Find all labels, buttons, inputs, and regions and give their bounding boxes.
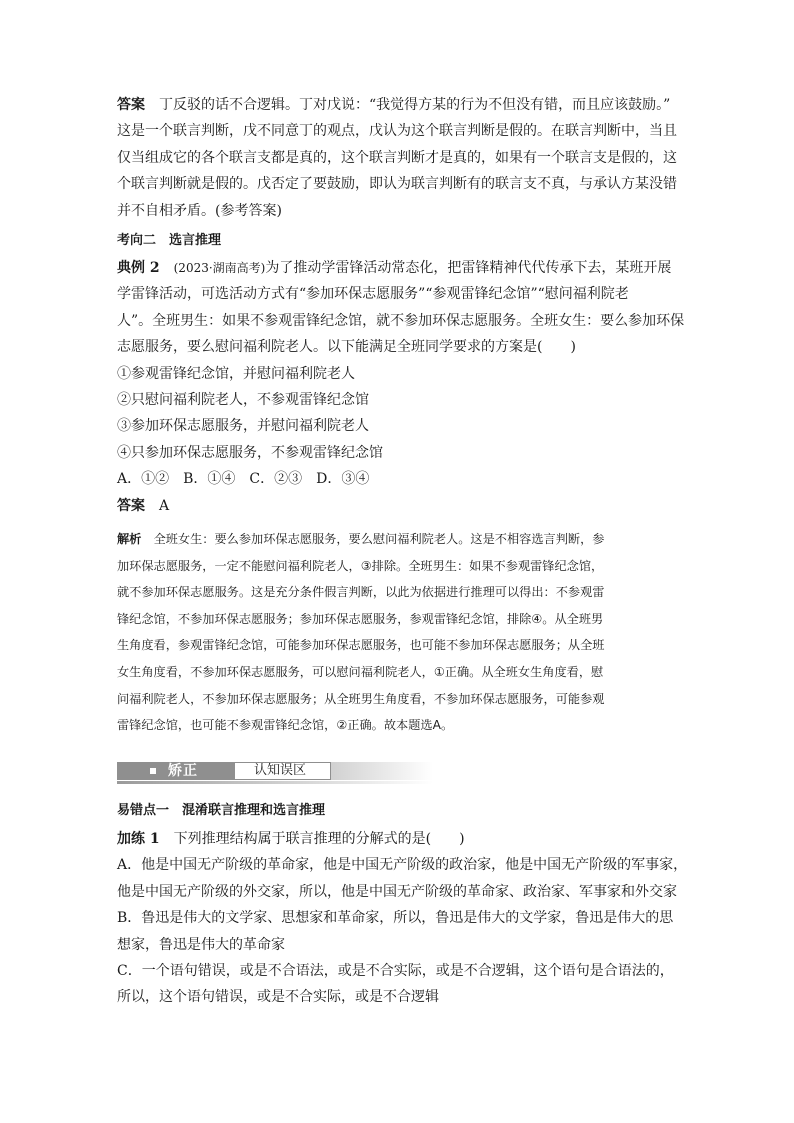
banner-light-label: 认知误区 (254, 763, 307, 778)
analysis-line: 生角度看，参观雷锋纪念馆，可能参加环保志愿服务，也可能不参加环保志愿服务；从全班 (117, 638, 605, 653)
banner-underline (117, 781, 433, 784)
analysis-label: 解析 (117, 532, 142, 546)
answer-text: 丁反驳的话不合逻辑。丁对戊说：“我觉得方某的行为不但没有错，而且应该鼓励。” (159, 97, 671, 113)
example-answer-label: 答案 (117, 497, 145, 514)
option-line: C．一个语句错误，或是不合语法，或是不合实际，或是不合逻辑，这个语句是合语法的， (117, 962, 674, 979)
analysis-line (117, 526, 677, 553)
section-heading (117, 228, 677, 254)
exercise-question-text: 下列推理结构属于联言推理的分解式的是( ) (173, 831, 465, 847)
option-line: 所以，这个语句错误，或是不合实际，或是不合逻辑 (117, 989, 439, 1006)
choices-line: A．①② B．①④ C．②③ D．③④ (117, 471, 370, 488)
analysis-line: 雷锋纪念馆，也可能不参观雷锋纪念馆，②正确。故本题选A。 (117, 718, 454, 733)
banner-dark-label: 矫正 (168, 763, 198, 779)
answer-line: 仅当组成它的各个联言支都是真的，这个联言判断才是真的，如果有一个联言支是假的，这 (117, 149, 677, 166)
banner-light-tab (234, 762, 331, 780)
option-line: A．他是中国无产阶级的革命家，他是中国无产阶级的政治家，他是中国无产阶级的军事家， (117, 857, 688, 874)
analysis-line: 锋纪念馆，不参加环保志愿服务；参加环保志愿服务，参观雷锋纪念馆，排除④。从全班男 (117, 611, 604, 626)
banner-dark-tab (117, 762, 234, 780)
analysis-line: 加环保志愿服务，一定不能慰问福利院老人，③排除。全班男生：如果不参观雷锋纪念馆， (117, 558, 604, 573)
analysis-block (117, 526, 677, 739)
example-line: 志愿服务，要么慰问福利院老人。以下能满足全班同学要求的方案是( ) (117, 339, 576, 356)
exercise-question (117, 826, 677, 852)
example-line (117, 255, 677, 281)
answer-label: 答案 (117, 97, 145, 113)
analysis-text: 全班女生：要么参加环保志愿服务，要么慰问福利院老人。这是不相容选言判断，参 (153, 532, 605, 546)
statement-item: ③参加环保志愿服务，并慰问福利院老人 (117, 418, 369, 435)
answer-line: 这是一个联言判断，戊不同意丁的观点，戊认为这个联言判断是假的。在联言判断中，当且 (117, 123, 677, 140)
example-answer-value: A (159, 497, 170, 514)
example-label: 典例 2 (117, 260, 160, 276)
example-text: 为了推动学雷锋活动常态化，把雷锋精神代代传承下去，某班开展 (265, 260, 672, 276)
analysis-line: 就不参加环保志愿服务。这是充分条件假言判断，以此为依据进行推理可以得出：不参观雷 (117, 585, 605, 600)
section-banner (117, 759, 433, 785)
answer-line: 个联言判断就是假的。戊否定了要鼓励，即认为联言判断有的联言支不真，与承认方某没错 (117, 176, 677, 193)
analysis-line: 问福利院老人，不参加环保志愿服务；从全班男生角度看，不参加环保志愿服务，可能参观 (117, 691, 605, 706)
answer-line: 并不自相矛盾。(参考答案) (117, 202, 282, 219)
option-line: B．鲁迅是伟大的文学家、思想家和革命家，所以，鲁迅是伟大的文学家，鲁迅是伟大的思 (117, 910, 674, 927)
example-source: (2023·湖南高考) (173, 261, 266, 275)
answer-line (117, 92, 677, 118)
banner-fade (329, 762, 433, 780)
square-bullet-icon (150, 768, 156, 774)
example-line: 学雷锋活动，可选活动方式有“参加环保志愿服务”“参观雷锋纪念馆”“慰问福利院老 (117, 286, 629, 303)
option-line: 想家，鲁迅是伟大的革命家 (117, 936, 285, 953)
answer-block (117, 92, 677, 224)
example-block (117, 255, 685, 519)
option-line: 他是中国无产阶级的外交家，所以，他是中国无产阶级的革命家、政治家、军事家和外交家 (117, 883, 677, 900)
statement-item: ②只慰问福利院老人，不参观雷锋纪念馆 (117, 391, 369, 408)
example-line: 人”。全班男生：如果不参观雷锋纪念馆，就不参加环保志愿服务。全班女生：要么参加环保 (117, 312, 685, 329)
exercise-block (117, 826, 688, 1011)
error-point-heading (117, 798, 677, 824)
analysis-line: 女生角度看，不参加环保志愿服务，可以慰问福利院老人，①正确。从全班女生角度看，慰 (117, 664, 604, 679)
example-answer (117, 493, 677, 519)
section-heading-text: 考向二 选言推理 (117, 233, 222, 248)
statement-item: ①参观雷锋纪念馆，并慰问福利院老人 (117, 365, 355, 382)
exercise-label: 加练 1 (117, 831, 160, 847)
error-point-heading-text: 易错点一 混淆联言推理和选言推理 (117, 803, 326, 818)
statement-item: ④只参加环保志愿服务，不参观雷锋纪念馆 (117, 444, 383, 461)
